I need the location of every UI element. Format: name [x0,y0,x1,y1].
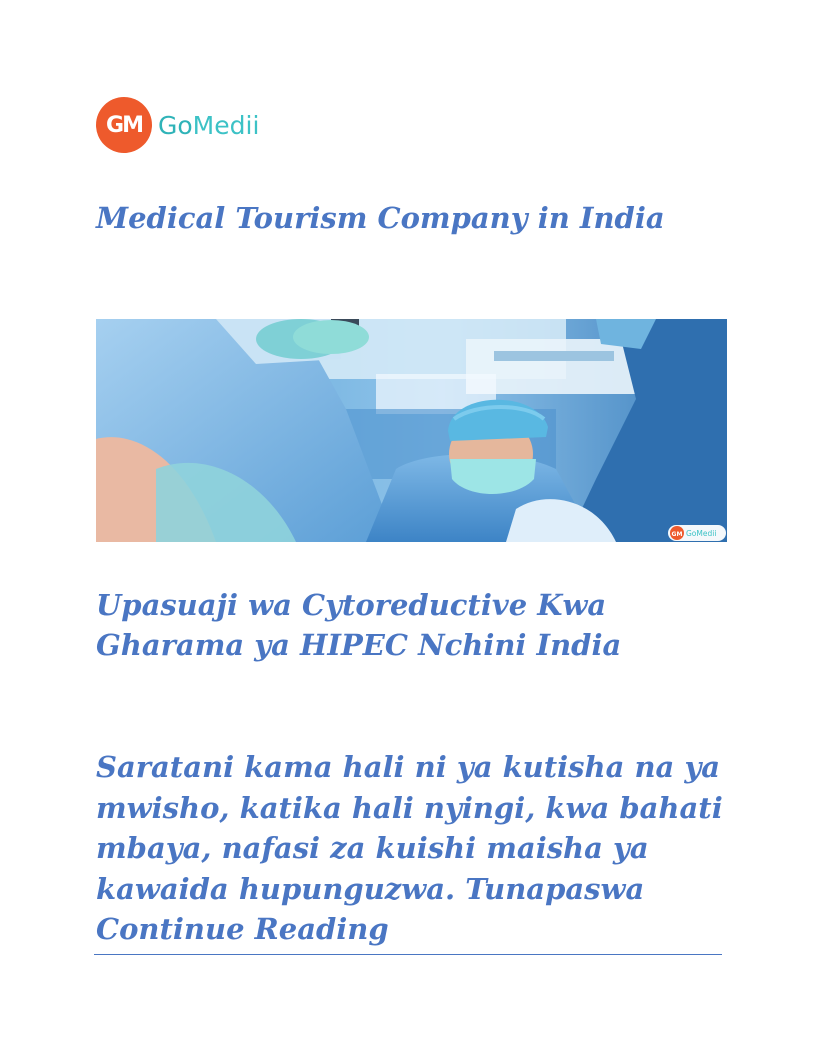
divider [94,954,722,955]
page-title: Medical Tourism Company in India [96,201,665,235]
excerpt-text: Saratani kama hali ni ya kutisha na ya mwisho, katika hali nyingi, kwa bahati mbaya, nafasi za kuishi maisha ya kawaida hupunguzwa. Tunapaswa [96,750,723,906]
hero-image [96,319,727,542]
logo-word-suffix: Medii [192,110,260,140]
logo-mark-text: GM [106,112,142,138]
article-subtitle: Upasuaji wa Cytoreductive Kwa Gharama ya HIPEC Nchini India [96,588,622,662]
watermark-name: GoMedii [686,529,717,538]
hero-watermark [668,525,726,541]
logo-mark-icon [96,97,152,153]
logo-wordmark [158,111,259,140]
watermark-mark: GM [671,531,683,538]
logo-word-prefix: Go [158,110,193,140]
surgery-photo-icon [96,319,727,542]
article-excerpt [96,747,726,950]
continue-reading-link[interactable]: Continue Reading [96,912,389,946]
gomedii-logo [96,97,259,153]
